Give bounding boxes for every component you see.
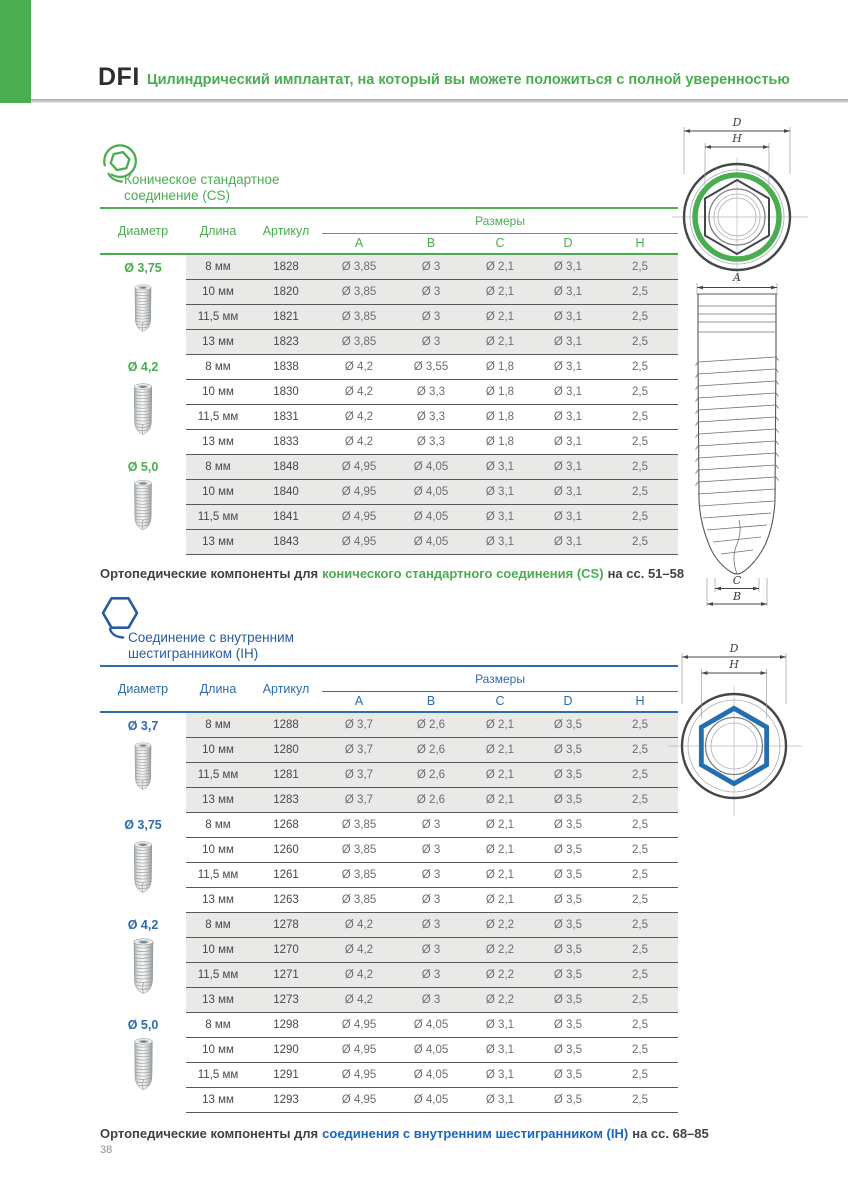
cell-article: 1281 <box>250 762 322 787</box>
table-row <box>100 1012 678 1037</box>
cell-size-b: Ø 3,3 <box>396 404 466 429</box>
cell-size-c: Ø 2,1 <box>466 862 534 887</box>
cell-length: 10 мм <box>186 937 250 962</box>
cell-size-a: Ø 4,95 <box>322 479 396 504</box>
ih-footnote-emphasis: соединения с внутренним шестигранником (IH) <box>322 1126 629 1141</box>
table-row <box>100 912 678 937</box>
diameter-cell <box>100 354 186 454</box>
cell-length: 13 мм <box>186 787 250 812</box>
cell-size-h: 2,5 <box>602 429 678 454</box>
table-row <box>100 379 678 404</box>
diameter-cell <box>100 254 186 354</box>
dim-label-d: D <box>732 118 742 129</box>
cell-article: 1833 <box>250 429 322 454</box>
column-header-size-a: A <box>322 691 396 712</box>
cell-article: 1283 <box>250 787 322 812</box>
cs-footnote-suffix: на сс. 51–58 <box>607 566 685 581</box>
cell-size-h: 2,5 <box>602 304 678 329</box>
cell-size-b: Ø 4,05 <box>396 1012 466 1037</box>
column-header-size-c: C <box>466 233 534 254</box>
cell-size-h: 2,5 <box>602 279 678 304</box>
cell-size-a: Ø 3,85 <box>322 862 396 887</box>
cell-size-b: Ø 4,05 <box>396 454 466 479</box>
cell-size-b: Ø 3 <box>396 862 466 887</box>
cell-size-b: Ø 3 <box>396 254 466 279</box>
diameter-cell <box>100 912 186 1012</box>
cell-size-a: Ø 4,2 <box>322 354 396 379</box>
cell-size-c: Ø 3,1 <box>466 529 534 554</box>
diameter-cell <box>100 454 186 554</box>
implant-photo <box>100 1035 186 1093</box>
cell-size-b: Ø 4,05 <box>396 504 466 529</box>
product-tagline: Цилиндрический имплантат, на который вы можете положиться с полной уверенностью <box>147 72 790 88</box>
cell-size-h: 2,5 <box>602 737 678 762</box>
cell-size-b: Ø 2,6 <box>396 737 466 762</box>
table-row <box>100 837 678 862</box>
table-row <box>100 279 678 304</box>
cell-size-h: 2,5 <box>602 987 678 1012</box>
cell-length: 11,5 мм <box>186 762 250 787</box>
cell-size-a: Ø 3,85 <box>322 837 396 862</box>
cell-size-a: Ø 4,95 <box>322 1037 396 1062</box>
diameter-label: Ø 4,2 <box>127 360 159 374</box>
dim-label-h: H <box>732 132 742 145</box>
cell-size-h: 2,5 <box>602 479 678 504</box>
cell-article: 1828 <box>250 254 322 279</box>
cell-size-a: Ø 4,2 <box>322 962 396 987</box>
cell-size-h: 2,5 <box>602 254 678 279</box>
implant-photo <box>100 935 186 997</box>
cell-size-h: 2,5 <box>602 529 678 554</box>
cs-section-title <box>124 172 279 204</box>
cell-size-c: Ø 2,1 <box>466 762 534 787</box>
header-row <box>100 208 678 233</box>
diameter-cell <box>100 812 186 912</box>
ih-title-line2: шестигранником (IH) <box>128 646 259 661</box>
cell-size-b: Ø 4,05 <box>396 1062 466 1087</box>
cell-article: 1821 <box>250 304 322 329</box>
cell-size-b: Ø 3 <box>396 962 466 987</box>
cell-size-b: Ø 2,6 <box>396 712 466 737</box>
cell-size-a: Ø 3,7 <box>322 787 396 812</box>
cell-size-c: Ø 1,8 <box>466 404 534 429</box>
cell-length: 13 мм <box>186 529 250 554</box>
cell-size-h: 2,5 <box>602 862 678 887</box>
cell-size-b: Ø 4,05 <box>396 1087 466 1112</box>
cell-size-h: 2,5 <box>602 454 678 479</box>
dim-label-a: A <box>733 271 741 284</box>
cell-size-h: 2,5 <box>602 812 678 837</box>
column-header-size-b: B <box>396 691 466 712</box>
header-divider <box>31 99 848 103</box>
column-header-size-h: H <box>602 691 678 712</box>
cell-size-b: Ø 3 <box>396 912 466 937</box>
ih-section-title <box>128 630 294 662</box>
ih-footnote-prefix: Ортопедические компоненты для <box>100 1126 319 1141</box>
cell-size-b: Ø 3 <box>396 937 466 962</box>
cell-length: 11,5 мм <box>186 962 250 987</box>
cell-size-a: Ø 3,7 <box>322 712 396 737</box>
table-row <box>100 529 678 554</box>
cell-length: 13 мм <box>186 987 250 1012</box>
cell-size-a: Ø 4,95 <box>322 1087 396 1112</box>
table-row <box>100 254 678 279</box>
cell-article: 1848 <box>250 454 322 479</box>
cell-size-d: Ø 3,1 <box>534 429 602 454</box>
cell-size-d: Ø 3,5 <box>534 712 602 737</box>
implant-photo <box>100 477 186 533</box>
dim-label-c: C <box>732 574 742 587</box>
cell-size-h: 2,5 <box>602 937 678 962</box>
cell-size-d: Ø 3,5 <box>534 812 602 837</box>
cell-size-a: Ø 4,95 <box>322 454 396 479</box>
cell-size-c: Ø 2,1 <box>466 887 534 912</box>
cell-size-d: Ø 3,5 <box>534 887 602 912</box>
cell-size-h: 2,5 <box>602 1012 678 1037</box>
cell-size-d: Ø 3,1 <box>534 379 602 404</box>
cell-size-c: Ø 2,1 <box>466 737 534 762</box>
cell-size-h: 2,5 <box>602 712 678 737</box>
column-header-size-d: D <box>534 691 602 712</box>
cell-length: 11,5 мм <box>186 862 250 887</box>
cell-size-c: Ø 2,2 <box>466 912 534 937</box>
cell-size-h: 2,5 <box>602 504 678 529</box>
cell-length: 13 мм <box>186 429 250 454</box>
column-header-size-h: H <box>602 233 678 254</box>
table-body <box>100 712 678 1112</box>
table-row <box>100 987 678 1012</box>
cell-size-a: Ø 4,2 <box>322 937 396 962</box>
cell-article: 1820 <box>250 279 322 304</box>
cell-size-d: Ø 3,5 <box>534 912 602 937</box>
cell-length: 8 мм <box>186 454 250 479</box>
cell-size-d: Ø 3,5 <box>534 862 602 887</box>
cell-length: 13 мм <box>186 329 250 354</box>
cell-length: 10 мм <box>186 379 250 404</box>
implant-photo <box>100 835 186 899</box>
cell-size-h: 2,5 <box>602 787 678 812</box>
cell-length: 8 мм <box>186 712 250 737</box>
cell-size-d: Ø 3,1 <box>534 454 602 479</box>
dim-label-d: D <box>729 642 739 655</box>
cell-size-d: Ø 3,1 <box>534 504 602 529</box>
cell-size-b: Ø 3,55 <box>396 354 466 379</box>
cell-size-a: Ø 4,2 <box>322 404 396 429</box>
cell-length: 8 мм <box>186 1012 250 1037</box>
column-header-sizes: Размеры <box>322 208 678 233</box>
column-header-size-b: B <box>396 233 466 254</box>
column-header-sizes: Размеры <box>322 666 678 691</box>
cell-length: 8 мм <box>186 812 250 837</box>
cell-size-c: Ø 3,1 <box>466 1012 534 1037</box>
cell-size-d: Ø 3,5 <box>534 1037 602 1062</box>
table-row <box>100 329 678 354</box>
diameter-cell <box>100 712 186 812</box>
cell-size-c: Ø 2,1 <box>466 812 534 837</box>
cell-length: 8 мм <box>186 254 250 279</box>
cell-length: 8 мм <box>186 354 250 379</box>
cell-size-h: 2,5 <box>602 762 678 787</box>
cell-size-a: Ø 4,2 <box>322 429 396 454</box>
cell-size-a: Ø 4,2 <box>322 912 396 937</box>
cell-length: 10 мм <box>186 737 250 762</box>
cs-title-line2: соединение (CS) <box>124 188 231 203</box>
table-row <box>100 887 678 912</box>
cell-size-d: Ø 3,5 <box>534 837 602 862</box>
column-header-diameter: Диаметр <box>100 666 186 712</box>
cell-size-d: Ø 3,1 <box>534 304 602 329</box>
cell-size-b: Ø 3,3 <box>396 429 466 454</box>
cell-size-c: Ø 3,1 <box>466 479 534 504</box>
cell-size-h: 2,5 <box>602 1062 678 1087</box>
diameter-label: Ø 5,0 <box>127 460 159 474</box>
dim-label-b: B <box>732 590 742 603</box>
cell-size-a: Ø 3,85 <box>322 279 396 304</box>
cell-size-h: 2,5 <box>602 329 678 354</box>
cell-length: 10 мм <box>186 279 250 304</box>
cell-size-c: Ø 2,1 <box>466 837 534 862</box>
ih-footnote-suffix: на сс. 68–85 <box>632 1126 709 1141</box>
cell-size-d: Ø 3,5 <box>534 787 602 812</box>
cell-size-c: Ø 3,1 <box>466 1037 534 1062</box>
cell-article: 1288 <box>250 712 322 737</box>
cell-size-a: Ø 3,7 <box>322 737 396 762</box>
cell-size-h: 2,5 <box>602 354 678 379</box>
cell-size-d: Ø 3,5 <box>534 1012 602 1037</box>
cell-size-a: Ø 4,2 <box>322 379 396 404</box>
cell-size-d: Ø 3,1 <box>534 329 602 354</box>
cell-size-c: Ø 1,8 <box>466 354 534 379</box>
cell-article: 1263 <box>250 887 322 912</box>
cell-article: 1843 <box>250 529 322 554</box>
cell-article: 1280 <box>250 737 322 762</box>
cell-size-d: Ø 3,1 <box>534 529 602 554</box>
cell-size-b: Ø 3,3 <box>396 379 466 404</box>
cell-length: 10 мм <box>186 479 250 504</box>
cell-size-b: Ø 4,05 <box>396 479 466 504</box>
cell-length: 11,5 мм <box>186 504 250 529</box>
table-row <box>100 404 678 429</box>
cell-size-b: Ø 3 <box>396 329 466 354</box>
cell-size-h: 2,5 <box>602 1087 678 1112</box>
cell-size-c: Ø 2,1 <box>466 254 534 279</box>
cell-article: 1273 <box>250 987 322 1012</box>
table-row <box>100 862 678 887</box>
cell-length: 13 мм <box>186 1087 250 1112</box>
cell-size-a: Ø 4,2 <box>322 987 396 1012</box>
cell-size-c: Ø 2,2 <box>466 937 534 962</box>
cell-size-c: Ø 1,8 <box>466 429 534 454</box>
table-row <box>100 304 678 329</box>
cell-size-h: 2,5 <box>602 837 678 862</box>
cell-size-c: Ø 3,1 <box>466 504 534 529</box>
table-row <box>100 937 678 962</box>
ih-footnote <box>100 1126 713 1141</box>
column-header-article: Артикул <box>250 666 322 712</box>
column-header-length: Длина <box>186 666 250 712</box>
diameter-label: Ø 4,2 <box>127 918 159 932</box>
cell-size-c: Ø 1,8 <box>466 379 534 404</box>
cs-title-line1: Коническое стандартное <box>124 172 280 187</box>
cell-size-c: Ø 3,1 <box>466 454 534 479</box>
cell-size-a: Ø 3,85 <box>322 304 396 329</box>
cell-size-d: Ø 3,5 <box>534 1062 602 1087</box>
cell-article: 1270 <box>250 937 322 962</box>
cell-size-d: Ø 3,5 <box>534 987 602 1012</box>
cell-length: 13 мм <box>186 887 250 912</box>
table-header <box>100 666 678 712</box>
cell-length: 11,5 мм <box>186 304 250 329</box>
cell-article: 1268 <box>250 812 322 837</box>
column-header-size-d: D <box>534 233 602 254</box>
table-row <box>100 1062 678 1087</box>
table-row <box>100 712 678 737</box>
cell-size-a: Ø 3,85 <box>322 887 396 912</box>
ih-top-view-diagram <box>658 642 823 827</box>
table-row <box>100 354 678 379</box>
diameter-label: Ø 5,0 <box>127 1018 159 1032</box>
table-row <box>100 1087 678 1112</box>
cell-article: 1293 <box>250 1087 322 1112</box>
table-row <box>100 479 678 504</box>
cell-size-h: 2,5 <box>602 962 678 987</box>
cell-length: 10 мм <box>186 1037 250 1062</box>
cell-size-d: Ø 3,1 <box>534 404 602 429</box>
cell-size-b: Ø 3 <box>396 837 466 862</box>
cell-size-d: Ø 3,1 <box>534 279 602 304</box>
diameter-label: Ø 3,7 <box>127 719 159 733</box>
cell-size-h: 2,5 <box>602 1037 678 1062</box>
table-row <box>100 1037 678 1062</box>
cell-size-c: Ø 2,1 <box>466 329 534 354</box>
dim-label-h: H <box>729 658 739 671</box>
cell-size-d: Ø 3,5 <box>534 962 602 987</box>
cell-size-d: Ø 3,5 <box>534 737 602 762</box>
cell-size-b: Ø 3 <box>396 987 466 1012</box>
cs-footnote-prefix: Ортопедические компоненты для <box>100 566 319 581</box>
table-row <box>100 454 678 479</box>
cs-footnote <box>100 566 688 581</box>
cell-size-h: 2,5 <box>602 379 678 404</box>
cell-size-a: Ø 4,95 <box>322 504 396 529</box>
cell-size-b: Ø 2,6 <box>396 762 466 787</box>
cs-side-view-diagram <box>663 262 813 614</box>
table-row <box>100 762 678 787</box>
cell-size-a: Ø 4,95 <box>322 1062 396 1087</box>
table-row <box>100 962 678 987</box>
brand-accent-bar <box>0 0 31 103</box>
cell-size-a: Ø 3,7 <box>322 762 396 787</box>
implant-photo <box>100 736 186 796</box>
table-row <box>100 737 678 762</box>
cell-size-h: 2,5 <box>602 912 678 937</box>
cell-size-b: Ø 3 <box>396 812 466 837</box>
ih-spec-table <box>100 665 678 1113</box>
cell-size-c: Ø 3,1 <box>466 1087 534 1112</box>
cell-article: 1830 <box>250 379 322 404</box>
cell-article: 1840 <box>250 479 322 504</box>
cell-article: 1278 <box>250 912 322 937</box>
cell-article: 1260 <box>250 837 322 862</box>
cell-size-c: Ø 2,1 <box>466 304 534 329</box>
cell-size-b: Ø 3 <box>396 304 466 329</box>
table-row <box>100 787 678 812</box>
cell-size-d: Ø 3,1 <box>534 354 602 379</box>
cell-size-h: 2,5 <box>602 404 678 429</box>
column-header-size-a: A <box>322 233 396 254</box>
cell-size-b: Ø 4,05 <box>396 529 466 554</box>
cell-article: 1831 <box>250 404 322 429</box>
cell-article: 1841 <box>250 504 322 529</box>
cell-size-c: Ø 2,1 <box>466 712 534 737</box>
cell-length: 11,5 мм <box>186 1062 250 1087</box>
cell-size-a: Ø 4,95 <box>322 529 396 554</box>
table-row <box>100 504 678 529</box>
cell-size-c: Ø 2,2 <box>466 962 534 987</box>
table-body <box>100 254 678 554</box>
cell-article: 1291 <box>250 1062 322 1087</box>
column-header-diameter: Диаметр <box>100 208 186 254</box>
column-header-length: Длина <box>186 208 250 254</box>
cell-size-b: Ø 3 <box>396 279 466 304</box>
page-number: 38 <box>100 1144 113 1156</box>
cell-size-b: Ø 3 <box>396 887 466 912</box>
diameter-cell <box>100 1012 186 1112</box>
cell-size-a: Ø 3,85 <box>322 329 396 354</box>
cell-size-c: Ø 2,1 <box>466 279 534 304</box>
cell-size-a: Ø 4,95 <box>322 1012 396 1037</box>
cell-article: 1838 <box>250 354 322 379</box>
ih-title-line1: Соединение с внутренним <box>128 630 294 645</box>
cell-size-a: Ø 3,85 <box>322 812 396 837</box>
implant-photo <box>100 377 186 441</box>
cell-article: 1271 <box>250 962 322 987</box>
cell-size-a: Ø 3,85 <box>322 254 396 279</box>
table-row <box>100 812 678 837</box>
cell-article: 1261 <box>250 862 322 887</box>
cell-size-h: 2,5 <box>602 887 678 912</box>
cell-size-c: Ø 2,2 <box>466 987 534 1012</box>
cell-article: 1823 <box>250 329 322 354</box>
cell-length: 10 мм <box>186 837 250 862</box>
cs-footnote-emphasis: конического стандартного соединения (CS) <box>322 566 604 581</box>
table-header <box>100 208 678 254</box>
cell-size-c: Ø 2,1 <box>466 787 534 812</box>
table-row <box>100 429 678 454</box>
cell-size-c: Ø 3,1 <box>466 1062 534 1087</box>
column-header-size-c: C <box>466 691 534 712</box>
cell-size-d: Ø 3,1 <box>534 254 602 279</box>
diameter-label: Ø 3,75 <box>124 818 162 832</box>
diameter-label: Ø 3,75 <box>124 261 162 275</box>
cell-article: 1290 <box>250 1037 322 1062</box>
product-name: DFI <box>98 63 140 91</box>
header-row <box>100 666 678 691</box>
cell-size-d: Ø 3,5 <box>534 762 602 787</box>
column-header-article: Артикул <box>250 208 322 254</box>
cell-length: 8 мм <box>186 912 250 937</box>
cell-size-b: Ø 4,05 <box>396 1037 466 1062</box>
cell-size-b: Ø 2,6 <box>396 787 466 812</box>
cell-size-d: Ø 3,5 <box>534 1087 602 1112</box>
implant-photo <box>100 278 186 338</box>
cell-size-d: Ø 3,1 <box>534 479 602 504</box>
cell-length: 11,5 мм <box>186 404 250 429</box>
cell-article: 1298 <box>250 1012 322 1037</box>
cs-spec-table <box>100 207 678 555</box>
cell-size-d: Ø 3,5 <box>534 937 602 962</box>
